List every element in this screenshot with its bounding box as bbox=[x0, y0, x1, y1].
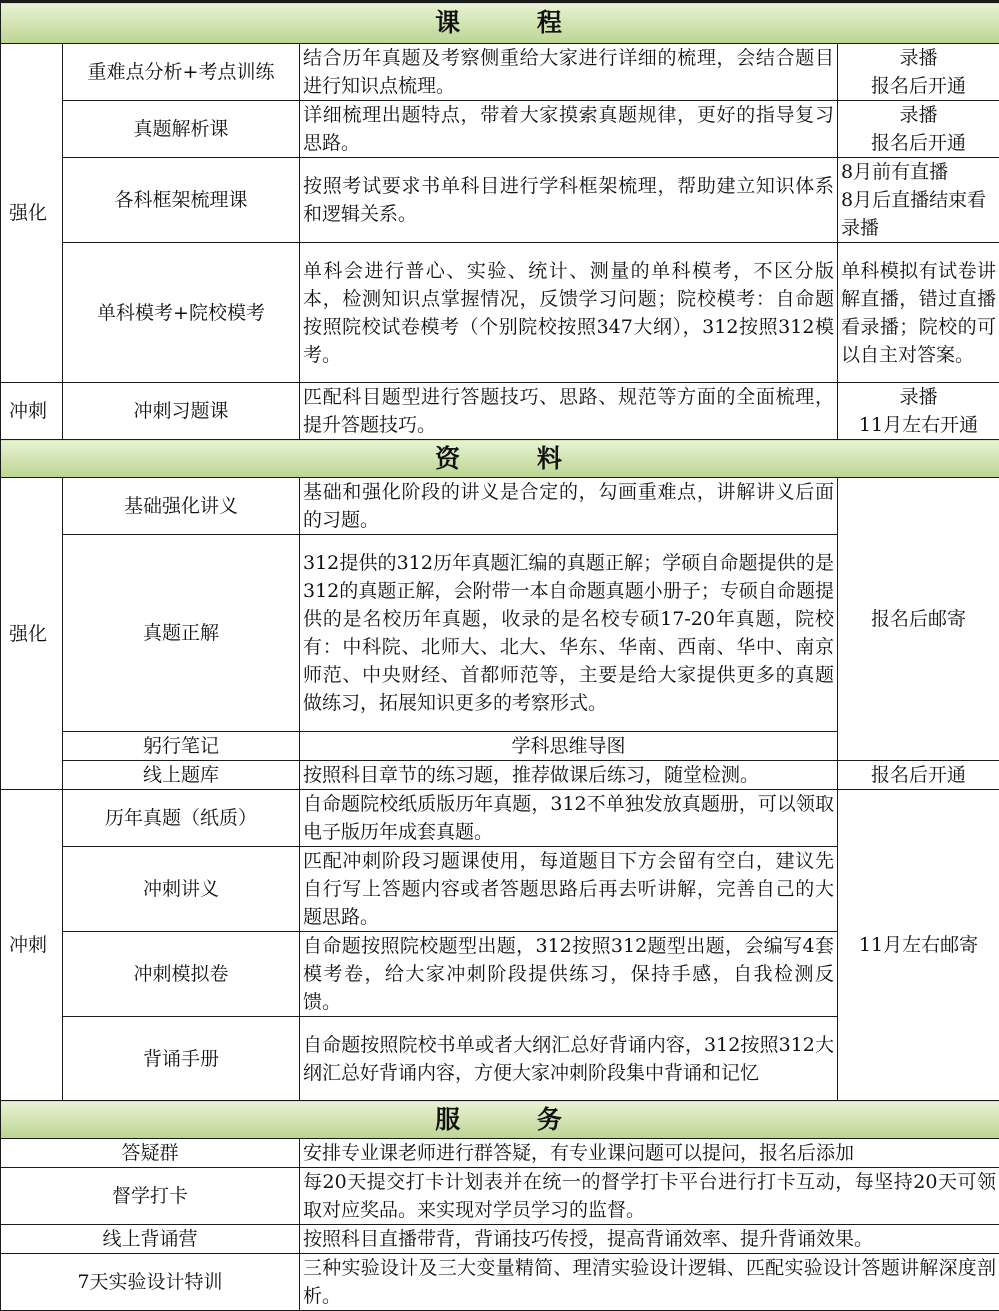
course-desc: 按照考试要求书单科目进行学科框架梳理，帮助建立知识体系和逻辑关系。 bbox=[300, 158, 838, 243]
service-desc: 按照科目直播带背，背诵技巧传授，提高背诵效率、提升背诵效果。 bbox=[300, 1225, 999, 1254]
course-name: 各科框架梳理课 bbox=[63, 158, 300, 243]
material-desc: 基础和强化阶段的讲义是合定的，勾画重难点，讲解讲义后面的习题。 bbox=[300, 478, 838, 535]
material-desc: 自命题按照院校书单或者大纲汇总好背诵内容，312按照312大纲汇总好背诵内容，方便大家冲刺阶段集中背诵和记忆 bbox=[300, 1017, 838, 1101]
section-header-services: 服 务 bbox=[1, 1101, 999, 1139]
stage-label: 强化 bbox=[1, 478, 63, 790]
material-name: 真题正解 bbox=[63, 535, 300, 732]
stage-label: 冲刺 bbox=[1, 790, 63, 1101]
material-desc: 自命题按照院校题型出题，312按照312题型出题，会编写4套模考卷，给大家冲刺阶段提供练习，保持手感，自我检测反馈。 bbox=[300, 932, 838, 1017]
material-name: 历年真题（纸质） bbox=[63, 790, 300, 847]
material-name: 躬行笔记 bbox=[63, 732, 300, 761]
material-desc: 匹配冲刺阶段习题课使用，每道题目下方会留有空白，建议先自行写上答题内容或者答题思路后再去听讲解，完善自己的大题思路。 bbox=[300, 847, 838, 932]
material-desc: 自命题院校纸质版历年真题，312不单独发放真题册，可以领取电子版历年成套真题。 bbox=[300, 790, 838, 847]
service-name: 督学打卡 bbox=[1, 1168, 300, 1225]
service-name: 线上背诵营 bbox=[1, 1225, 300, 1254]
course-desc: 单科会进行普心、实验、统计、测量的单科模考，不区分版本，检测知识点掌握情况，反馈学习问题；院校模考：自命题按照院校试卷模考（个别院校按照347大纲），312按照312模考。 bbox=[300, 243, 838, 383]
material-delivery: 11月左右邮寄 bbox=[838, 790, 999, 1101]
stage-label: 冲刺 bbox=[1, 383, 63, 440]
course-desc: 详细梳理出题特点，带着大家摸索真题规律，更好的指导复习思路。 bbox=[300, 101, 838, 158]
material-desc: 312提供的312历年真题汇编的真题正解；学硕自命题提供的是312的真题正解，会附带一本自命题真题小册子；专硕自命题提供的是名校历年真题，收录的是名校专硕17-20年真题，院校有：中科院、北师大、北大、华东、华南、西南、华中、南京师范、中央财经、首都师范等，主要是给大家提供更多的真题做练习，拓展知识更多的考察形式。 bbox=[300, 535, 838, 732]
course-name: 冲刺习题课 bbox=[63, 383, 300, 440]
service-name: 7天实验设计特训 bbox=[1, 1254, 300, 1311]
material-delivery: 报名后邮寄 bbox=[838, 478, 999, 761]
course-name: 真题解析课 bbox=[63, 101, 300, 158]
course-mode: 录播 报名后开通 bbox=[838, 101, 999, 158]
material-name: 冲刺讲义 bbox=[63, 847, 300, 932]
service-desc: 每20天提交打卡计划表并在统一的督学打卡平台进行打卡互动，每坚持20天可领取对应奖品。来实现对学员学习的监督。 bbox=[300, 1168, 999, 1225]
course-name: 重难点分析+考点训练 bbox=[63, 44, 300, 101]
course-mode: 8月前有直播 8月后直播结束看录播 bbox=[838, 158, 999, 243]
section-header-courses: 课 程 bbox=[1, 2, 999, 44]
material-desc: 按照科目章节的练习题，推荐做课后练习，随堂检测。 bbox=[300, 761, 838, 790]
material-delivery: 报名后开通 bbox=[838, 761, 999, 790]
material-desc: 学科思维导图 bbox=[300, 732, 838, 761]
material-name: 线上题库 bbox=[63, 761, 300, 790]
course-mode: 录播 报名后开通 bbox=[838, 44, 999, 101]
material-name: 背诵手册 bbox=[63, 1017, 300, 1101]
service-desc: 三种实验设计及三大变量精简、理清实验设计逻辑、匹配实验设计答题讲解深度剖析。 bbox=[300, 1254, 999, 1311]
stage-label: 强化 bbox=[1, 44, 63, 383]
material-name: 冲刺模拟卷 bbox=[63, 932, 300, 1017]
course-desc: 匹配科目题型进行答题技巧、思路、规范等方面的全面梳理，提升答题技巧。 bbox=[300, 383, 838, 440]
course-mode: 录播 11月左右开通 bbox=[838, 383, 999, 440]
course-desc: 结合历年真题及考察侧重给大家进行详细的梳理，会结合题目进行知识点梳理。 bbox=[300, 44, 838, 101]
service-name: 答疑群 bbox=[1, 1139, 300, 1168]
course-mode: 单科模拟有试卷讲解直播，错过直播看录播；院校的可以自主对答案。 bbox=[838, 243, 999, 383]
material-name: 基础强化讲义 bbox=[63, 478, 300, 535]
service-desc: 安排专业课老师进行群答疑，有专业课问题可以提问，报名后添加 bbox=[300, 1139, 999, 1168]
section-header-materials: 资 料 bbox=[1, 440, 999, 478]
course-name: 单科模考+院校模考 bbox=[63, 243, 300, 383]
